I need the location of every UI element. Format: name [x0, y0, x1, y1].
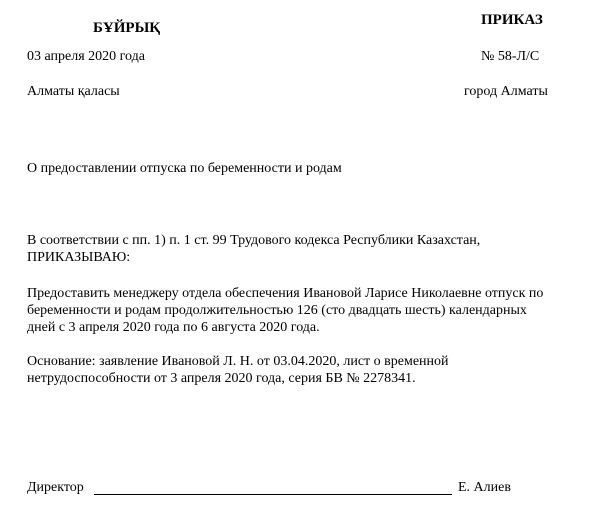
title-kz: БҰЙРЫҚ	[93, 20, 161, 36]
grounds-line: Основание: заявление Ивановой Л. Н. от 03.04.2020, лист о временной	[27, 354, 449, 369]
order-number: № 58-Л/С	[481, 49, 540, 64]
title-ru: ПРИКАЗ	[481, 12, 543, 28]
order-subject: О предоставлении отпуска по беременности и родам	[27, 161, 342, 176]
order-text	[27, 285, 597, 336]
order-text-line: беременности и родам продолжительностью 126 (сто двадцать шесть) календарных	[27, 303, 527, 318]
city-kz: Алматы қаласы	[27, 84, 120, 99]
order-text-line: Предоставить менеджеру отдела обеспечения Ивановой Ларисе Николаевне отпуск по	[27, 286, 544, 301]
order-text-line: дней с 3 апреля 2020 года по 6 августа 2020 года.	[27, 320, 320, 335]
grounds-line: нетрудоспособности от 3 апреля 2020 года, серия БВ № 2278341.	[27, 371, 416, 386]
legal-basis	[27, 232, 597, 266]
signatory-name: Е. Алиев	[458, 480, 511, 495]
legal-basis-line: В соответствии с пп. 1) п. 1 ст. 99 Трудового кодекса Республики Казахстан,	[27, 233, 481, 248]
order-command: ПРИКАЗЫВАЮ:	[27, 250, 131, 265]
order-date: 03 апреля 2020 года	[27, 49, 145, 64]
signatory-position: Директор	[27, 480, 84, 495]
signature-line	[94, 494, 452, 495]
city-ru: город Алматы	[464, 84, 548, 99]
grounds	[27, 353, 597, 387]
